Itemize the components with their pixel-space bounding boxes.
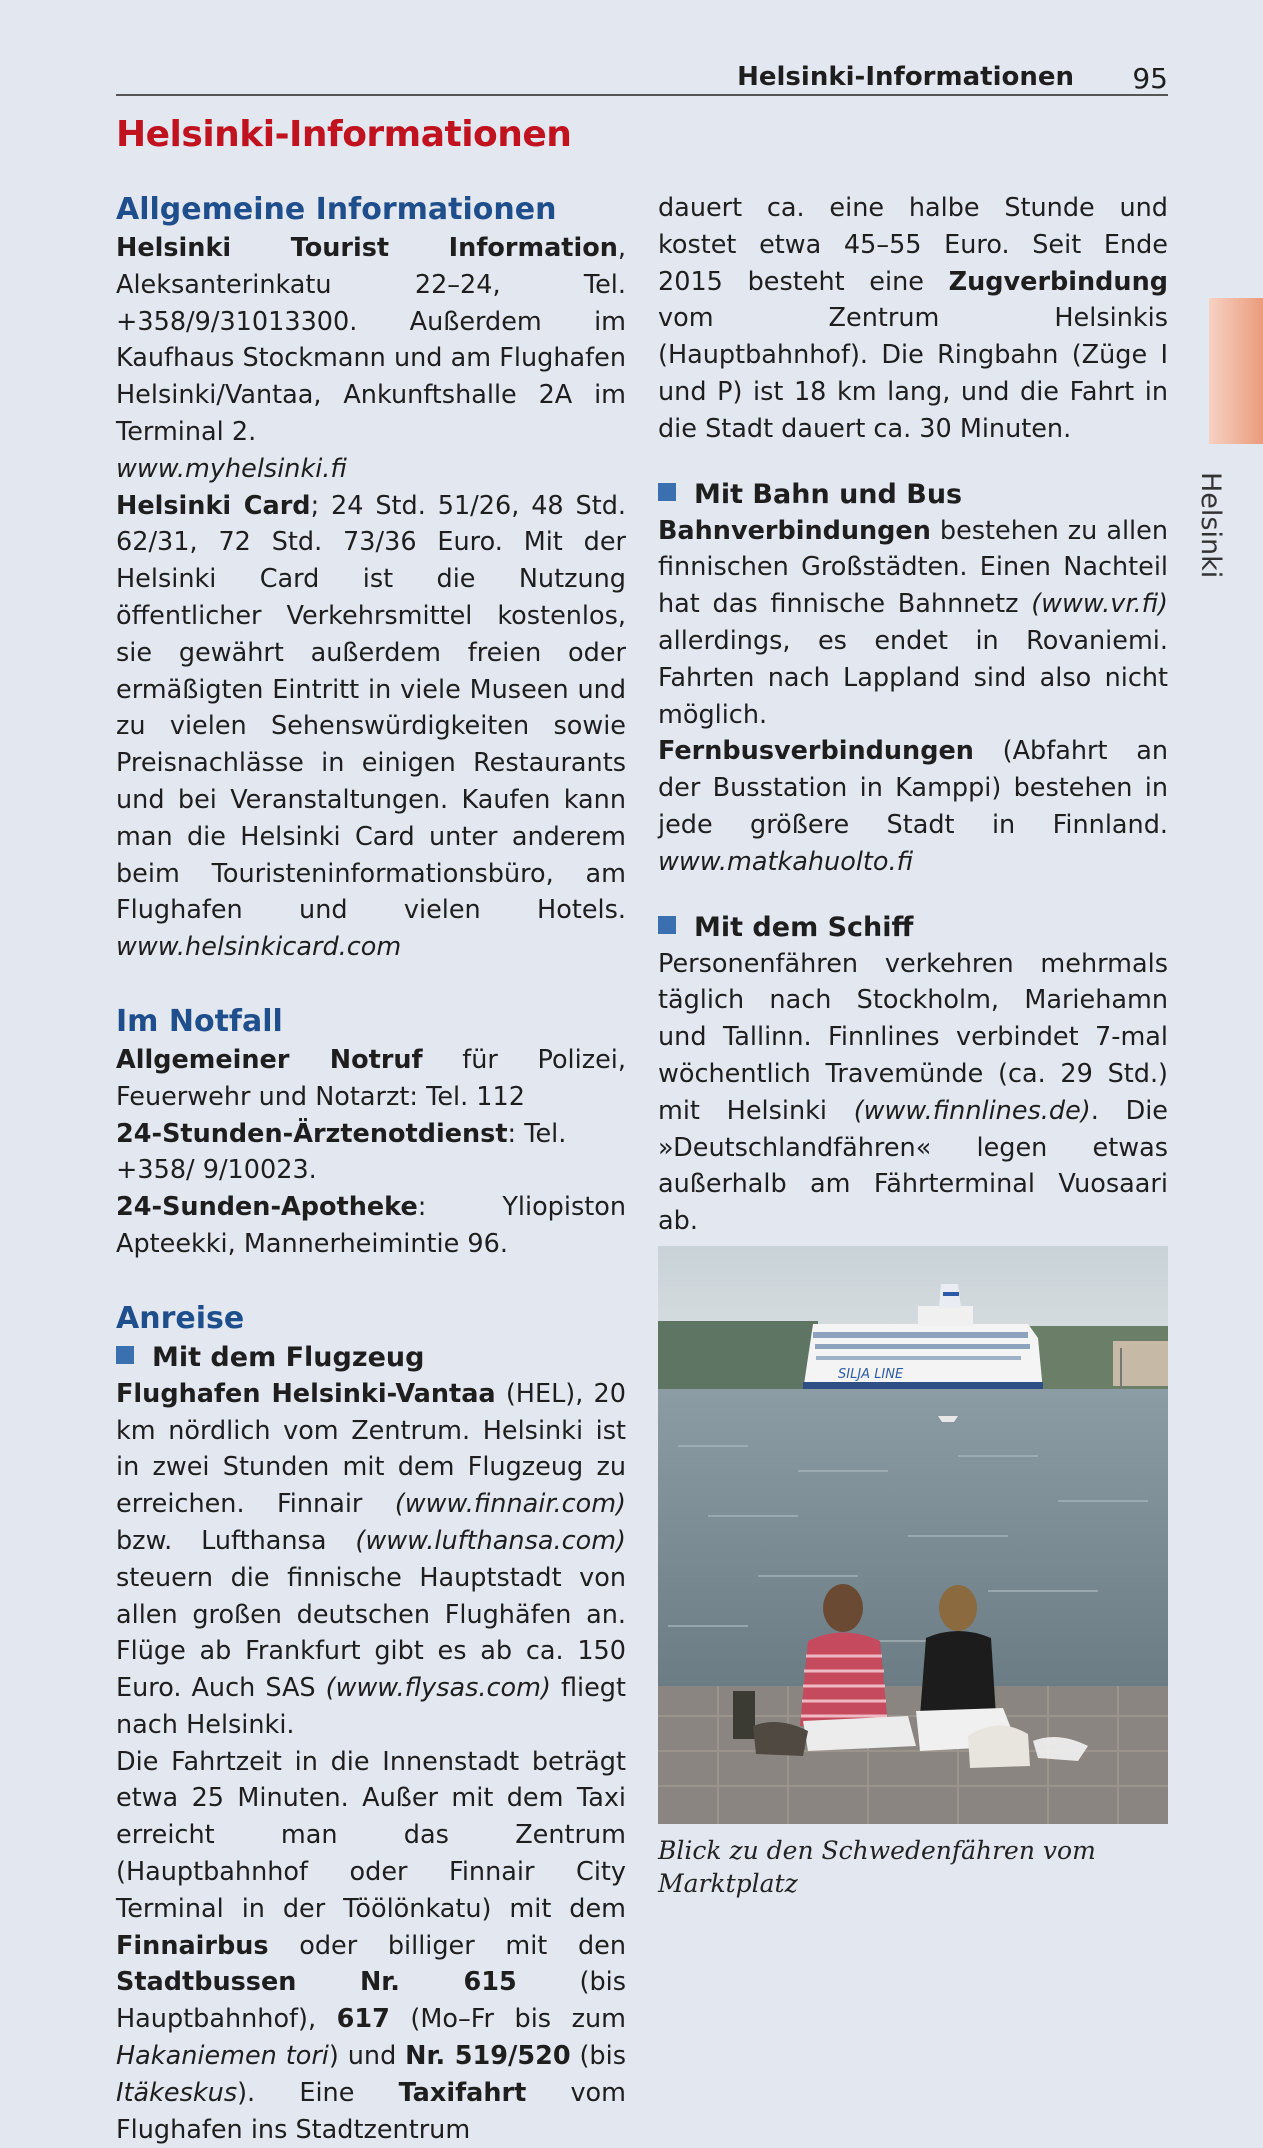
apotheke-text: : Yliopiston Apteekki, Mannerheimintie 96. <box>116 1192 626 1259</box>
bahn-label: Bahnverbindungen <box>658 515 931 546</box>
sas-url[interactable]: (www.flysas.com) <box>325 1673 551 1704</box>
fahrt-text: Die Fahrtzeit in die Innenstadt beträgt etwa 25 Minuten. Außer mit dem Taxi erreicht man das Zentrum (Hauptbahnhof oder Finnair City Terminal in der Töölönkatu) mit dem <box>116 1746 626 1924</box>
bullet-square-icon <box>658 916 676 934</box>
spacer <box>658 448 1168 476</box>
spacer <box>658 881 1168 909</box>
fahrt-text: ) und <box>328 2041 406 2072</box>
fahrt-text: (bis Hauptbahnhof), <box>116 1967 626 2035</box>
fahrt-text: (Mo–Fr bis zum <box>389 2004 627 2035</box>
itakeskus: Itäkeskus <box>116 2077 238 2108</box>
heading-schiff <box>658 909 1168 946</box>
flughafen-text: bzw. Lufthansa <box>116 1525 356 1556</box>
heading-anreise: Anreise <box>116 1300 245 1336</box>
bag <box>968 1725 1030 1768</box>
apotheke-paragraph <box>116 1189 626 1263</box>
spacer <box>116 1263 626 1299</box>
bus-519-label: Nr. 519/520 <box>405 2041 571 2072</box>
fahrt-text: vom Flughafen ins Stadtzentrum <box>116 2077 627 2145</box>
ferry-harbour-photo <box>658 1246 1168 1824</box>
vr-url[interactable]: (www.vr.fi) <box>1031 589 1168 620</box>
finnairbus-label: Finnairbus <box>116 1930 269 1961</box>
matkahuolto-url[interactable]: www.matkahuolto.fi <box>658 846 914 877</box>
fahrt-text: (bis <box>570 2041 626 2072</box>
spacer <box>116 966 626 1002</box>
hakaniemen-tori: Hakaniemen tori <box>116 2041 329 2072</box>
flughafen-text: (HEL), 20 km nördlich vom Zentrum. Helsinki ist in zwei Stunden mit dem Flugzeug zu erreichen. Finnair <box>116 1378 626 1520</box>
tourist-info-url-line <box>116 451 626 488</box>
card-url[interactable]: www.helsinkicard.com <box>116 932 402 963</box>
heading-notfall: Im Notfall <box>116 1003 283 1039</box>
photo-caption: Blick zu den Schwedenfähren vom Marktplatz <box>658 1836 1096 1898</box>
lufthansa-url[interactable]: (www.lufthansa.com) <box>355 1525 626 1556</box>
running-header <box>116 58 1168 96</box>
heading-bahn-bus <box>658 476 1168 513</box>
chapter-side-tab <box>1209 298 1263 444</box>
stadtbus-label: Stadtbussen Nr. 615 <box>116 1967 517 1998</box>
right-column <box>658 190 1168 1350</box>
chapter-title: Helsinki-Informationen <box>116 114 572 155</box>
tourist-info-url[interactable]: www.myhelsinki.fi <box>116 453 347 484</box>
notruf-paragraph <box>116 1042 626 1116</box>
heading-allgemein: Allgemeine Informationen <box>116 192 557 227</box>
bahn-text: allerdings, es endet in Rovaniemi. Fahrten nach Lappland sind also nicht möglich. <box>658 625 1168 730</box>
notruf-label: Allgemeiner Notruf <box>116 1044 423 1075</box>
fahrt-text: ). Eine <box>237 2077 399 2108</box>
apotheke-label: 24-Sunden-Apotheke <box>116 1192 418 1223</box>
arzt-text: : Tel. +358/ 9/10023. <box>116 1118 567 1186</box>
bahn-text: bestehen zu allen finnischen Großstädten. Einen Nachteil hat das finnische Bahnnetz <box>658 515 1168 620</box>
card-text: ; 24 Std. 51/26, 48 Std. 62/31, 72 Std. 73/36 Euro. Mit der Helsinki Card ist die Nutzung öffentlicher Verkehrsmittel kostenlos, sie gewährt außerdem freien oder ermäßigten Eintritt in viele Museen und zu vielen Sehenswürdigkeiten sowie Preisnachlässe in einigen Restaurants und bei Veranstaltungen. Kaufen kann man die Helsinki Card unter anderem beim Touristeninformationsbüro, am Flughafen und vielen Hotels. <box>116 490 627 926</box>
flughafen-paragraph <box>116 1376 626 1744</box>
bottle <box>733 1691 755 1739</box>
treeline-left <box>658 1321 818 1391</box>
fernbus-label: Fernbusverbindungen <box>658 736 974 767</box>
fernbus-text: (Abfahrt an der Busstation in Kamppi) bestehen in jede größere Stadt in Finnland. <box>658 736 1168 840</box>
bahn-paragraph <box>658 513 1168 734</box>
schiff-text: . Die »Deutschlandfähren« legen etwas außerhalb am Fährterminal Vuosaari ab. <box>658 1095 1168 1237</box>
chapter-side-label: Helsinki <box>1195 472 1226 579</box>
card-name: Helsinki Card <box>116 490 311 521</box>
left-column <box>116 190 626 2148</box>
flughafen-label: Flughafen Helsinki-Vantaa <box>116 1378 496 1409</box>
fahrt-text: dauert ca. eine halbe Stunde und kostet etwa 45–55 Euro. Seit Ende 2015 besteht eine <box>658 193 1168 297</box>
page-number: 95 <box>1132 62 1168 95</box>
flughafen-text: fliegt nach Helsinki. <box>116 1673 626 1740</box>
arzt-paragraph <box>116 1116 626 1190</box>
heading-flugzeug <box>116 1339 626 1376</box>
schiff-paragraph <box>658 946 1168 1240</box>
tourist-info-paragraph <box>116 230 626 451</box>
bahn-heading-text: Mit Bahn und Bus <box>694 478 963 510</box>
fahrtzeit-paragraph <box>116 1744 626 2148</box>
running-title: Helsinki-Informationen <box>737 62 1074 92</box>
schiff-text: Personenfähren verkehren mehrmals täglich nach Stockholm, Mariehamn und Tallinn. Finnlines verbindet 7-mal wöchentlich Travemünde (ca. 29 Std.) mit Helsinki <box>658 948 1168 1126</box>
notruf-text: für Polizei, Feuerwehr und Notarzt: Tel. 112 <box>116 1044 626 1112</box>
ship-lettering: SILJA LINE <box>838 1367 904 1382</box>
finnair-url[interactable]: (www.finnair.com) <box>394 1489 626 1520</box>
finnlines-url[interactable]: (www.finnlines.de) <box>853 1095 1091 1126</box>
arzt-label: 24-Stunden-Ärztenotdienst <box>116 1118 508 1149</box>
helsinki-card-paragraph <box>116 488 626 966</box>
tourist-info-text: , Aleksanterinkatu 22–24, Tel. +358/9/31013300. Außerdem im Kaufhaus Stockmann und am Flughafen Helsinki/Vantaa, Ankunftshalle 2A im Terminal 2. <box>116 233 626 447</box>
tourist-info-name: Helsinki Tourist Information <box>116 233 618 263</box>
taxifahrt-label: Taxifahrt <box>398 2077 527 2108</box>
bus-617-label: 617 <box>336 2004 390 2035</box>
fahrt-text: oder billiger mit den <box>268 1930 626 1961</box>
flug-heading-text: Mit dem Flugzeug <box>152 1341 425 1373</box>
schiff-heading-text: Mit dem Schiff <box>694 911 914 943</box>
fahrtzeit-continued-paragraph <box>658 190 1168 448</box>
bullet-square-icon <box>658 483 676 501</box>
fahrt-text: vom Zentrum Helsinkis (Hauptbahnhof). Die Ringbahn (Züge I und P) ist 18 km lang, und die Fahrt in die Stadt dauert ca. 30 Minuten. <box>658 303 1168 444</box>
flughafen-text: steuern die finnische Hauptstadt von allen großen deutschen Flughäfen an. Flüge ab Frankfurt gibt es ab ca. 150 Euro. Auch SAS <box>116 1562 626 1704</box>
sea <box>658 1389 1168 1689</box>
zugverbindung-label: Zugverbindung <box>948 266 1168 297</box>
fernbus-paragraph <box>658 733 1168 880</box>
photo-illustration <box>658 1246 1168 1824</box>
bullet-square-icon <box>116 1346 134 1364</box>
